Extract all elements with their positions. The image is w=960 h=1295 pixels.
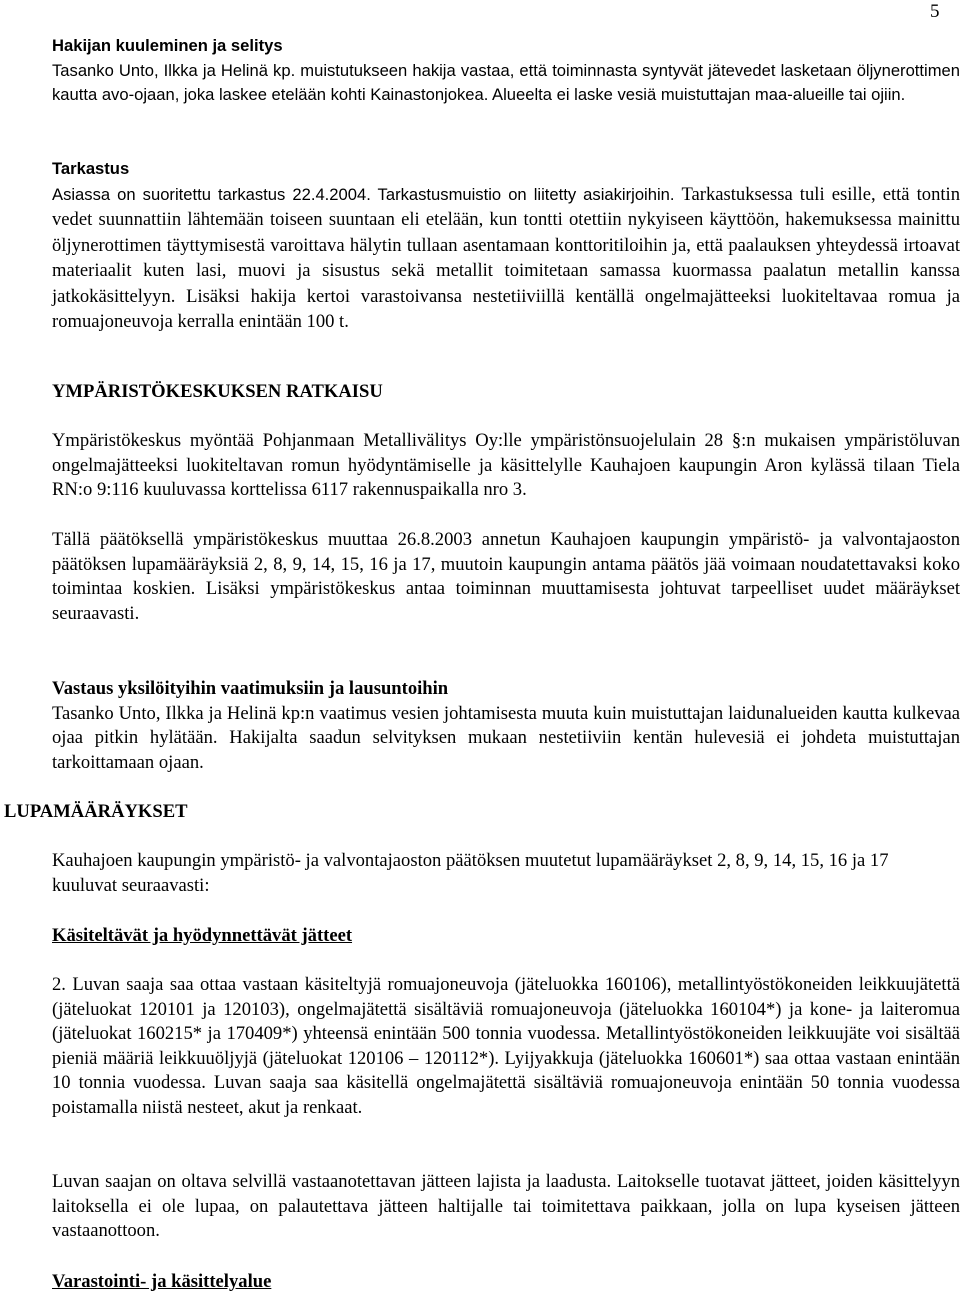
heading-tarkastus: Tarkastus: [52, 159, 130, 178]
paragraph-kasiteltavat-1: 2. Luvan saaja saa ottaa vastaan käsiteltyjä romuajoneuvoja (jäteluokka 160106), metallintyöstökoneiden leikkuujätettä (jäteluokat 120101 ja 120103), ongelmajätettä sisältäviä romuajoneuvoja (jäteluokka 160104*) ja kone- ja laiteromua (jäteluokat 160215* ja 170409*) yhteensä enintään 500 tonnia vuodessa. Metallintyöstökoneiden leikkuujäte voi sisältää pieniä määriä leikkuuöljyjä (jäteluokat 120106 – 120112*). Lyijyakkuja (jäteluokka 160601*) saa ottaa vastaan enintään 10 tonnia vuodessa. Luvan saaja saa käsitellä ongelmajätettä sisältäviä romuajoneuvoja enintään 50 tonnia vuodessa poistamalla niistä nesteet, akut ja renkaat.: [52, 974, 960, 1118]
section-vastaus: [52, 677, 960, 775]
heading-hakijan-kuuleminen: Hakijan kuuleminen ja selitys: [52, 36, 283, 55]
section-tarkastus: [52, 157, 960, 335]
paragraph-vastaus: Tasanko Unto, Ilkka ja Helinä kp:n vaatimus vesien johtamisesta muuta kuin muistuttajan laidunalueiden kautta kulkevaa ojaa pitkin hylätään. Hakijalta saadun selvityksen mukaan nestetiiviin kentän hulevesiä ei johdeta muistuttajan tarkoittamaan ojaan.: [52, 702, 960, 773]
section-lupamaaraykset: [4, 800, 912, 825]
heading-kasiteltavat: Käsiteltävät ja hyödynnettävät jätteet: [52, 925, 353, 946]
heading-varastointi: Varastointi- ja käsittelyalue: [52, 1271, 272, 1292]
tarkastus-text-sans: Asiassa on suoritettu tarkastus 22.4.2004. Tarkastusmuistio on liitetty asiakirjoihin.: [52, 184, 675, 204]
heading-lupamaaraykset: LUPAMÄÄRÄYKSET: [4, 801, 188, 822]
tarkastus-text-serif: Tarkastuksessa tuli esille, että tontin vedet suunnattiin lähtemään toiseen suuntaan eli etelään, kun tontti otettiin nykyiseen käyttöön, hakemuksessa mainittu öljynerottimen täyttymisestä varoittava hälytin tullaan asentamaan konttoritiloihin ja, että paalauksen yhteydessä irtoavat materiaalit kuten lasi, muovi ja sisustus sekä metallit toimitetaan samassa kuormassa paalatun metallin kanssa jatkokäsittelyyn. Lisäksi hakija kertoi varastoivansa nestetiiviillä kentällä ongelmajätteeksi luokiteltavaa romua ja romuajoneuvoja kerralla enintään 100 t.: [52, 183, 960, 332]
paragraph-lupamaaraykset: Kauhajoen kaupungin ympäristö- ja valvontajaoston päätöksen muutetut lupamääräykset 2, 8, 9, 14, 15, 16 ja 17 kuuluvat seuraavasti:: [52, 850, 889, 896]
section-hakijan-kuuleminen: [52, 34, 960, 108]
paragraph-tarkastus: [52, 182, 960, 335]
page-number: 5: [930, 1, 940, 22]
section-ratkaisu: [52, 380, 960, 405]
heading-ratkaisu: YMPÄRISTÖKESKUKSEN RATKAISU: [52, 381, 383, 402]
section-varastointi: [52, 1270, 960, 1295]
paragraph-ratkaisu-1: Ympäristökeskus myöntää Pohjanmaan Metallivälitys Oy:lle ympäristönsuojelulain 28 §:n mukaisen ympäristöluvan ongelmajätteeksi luokiteltavan romun hyödyntämiselle ja käsittelylle Kauhajoen kaupungin Aron kylässä tilaan Tiela RN:o 9:116 kuuluvassa korttelissa 6117 rakennuspaikalla nro 3.: [52, 430, 960, 500]
paragraph-ratkaisu-2: Tällä päätöksellä ympäristökeskus muuttaa 26.8.2003 annetun Kauhajoen kaupungin ympäristö- ja valvontajaoston päätöksen lupamääräyksiä 2, 8, 9, 14, 15, 16 ja 17, muutoin kaupungin antama päätös jää voimaan noudatettavaksi koko toimintaa koskien. Lisäksi ympäristökeskus antaa toiminnan muuttamisesta johtuvat tarpeelliset uudet määräykset seuraavasti.: [52, 529, 960, 624]
paragraph-hakijan-selitys: Tasanko Unto, Ilkka ja Helinä kp. muistutukseen hakija vastaa, että toiminnasta syntyvät jätevedet lasketaan öljynerottimen kautta avo-ojaan, joka laskee etelään kohti Kainastonjokea. Alueelta ei laske vesiä muistuttajan maa-alueille tai ojiin.: [52, 60, 960, 104]
paragraph-kasiteltavat-2: Luvan saajan on oltava selvillä vastaanotettavan jätteen lajista ja laadusta. Laitokselle tuotavat jätteet, joiden käsittelyyn laitoksella ei ole lupaa, on palautettava jätteen haltijalle tai toimitettava paikkaan, jolla on lupa kyseisen jätteen vastaanottoon.: [52, 1171, 960, 1241]
section-kasiteltavat: [52, 924, 960, 949]
heading-vastaus: Vastaus yksilöityihin vaatimuksiin ja lausuntoihin: [52, 678, 449, 699]
